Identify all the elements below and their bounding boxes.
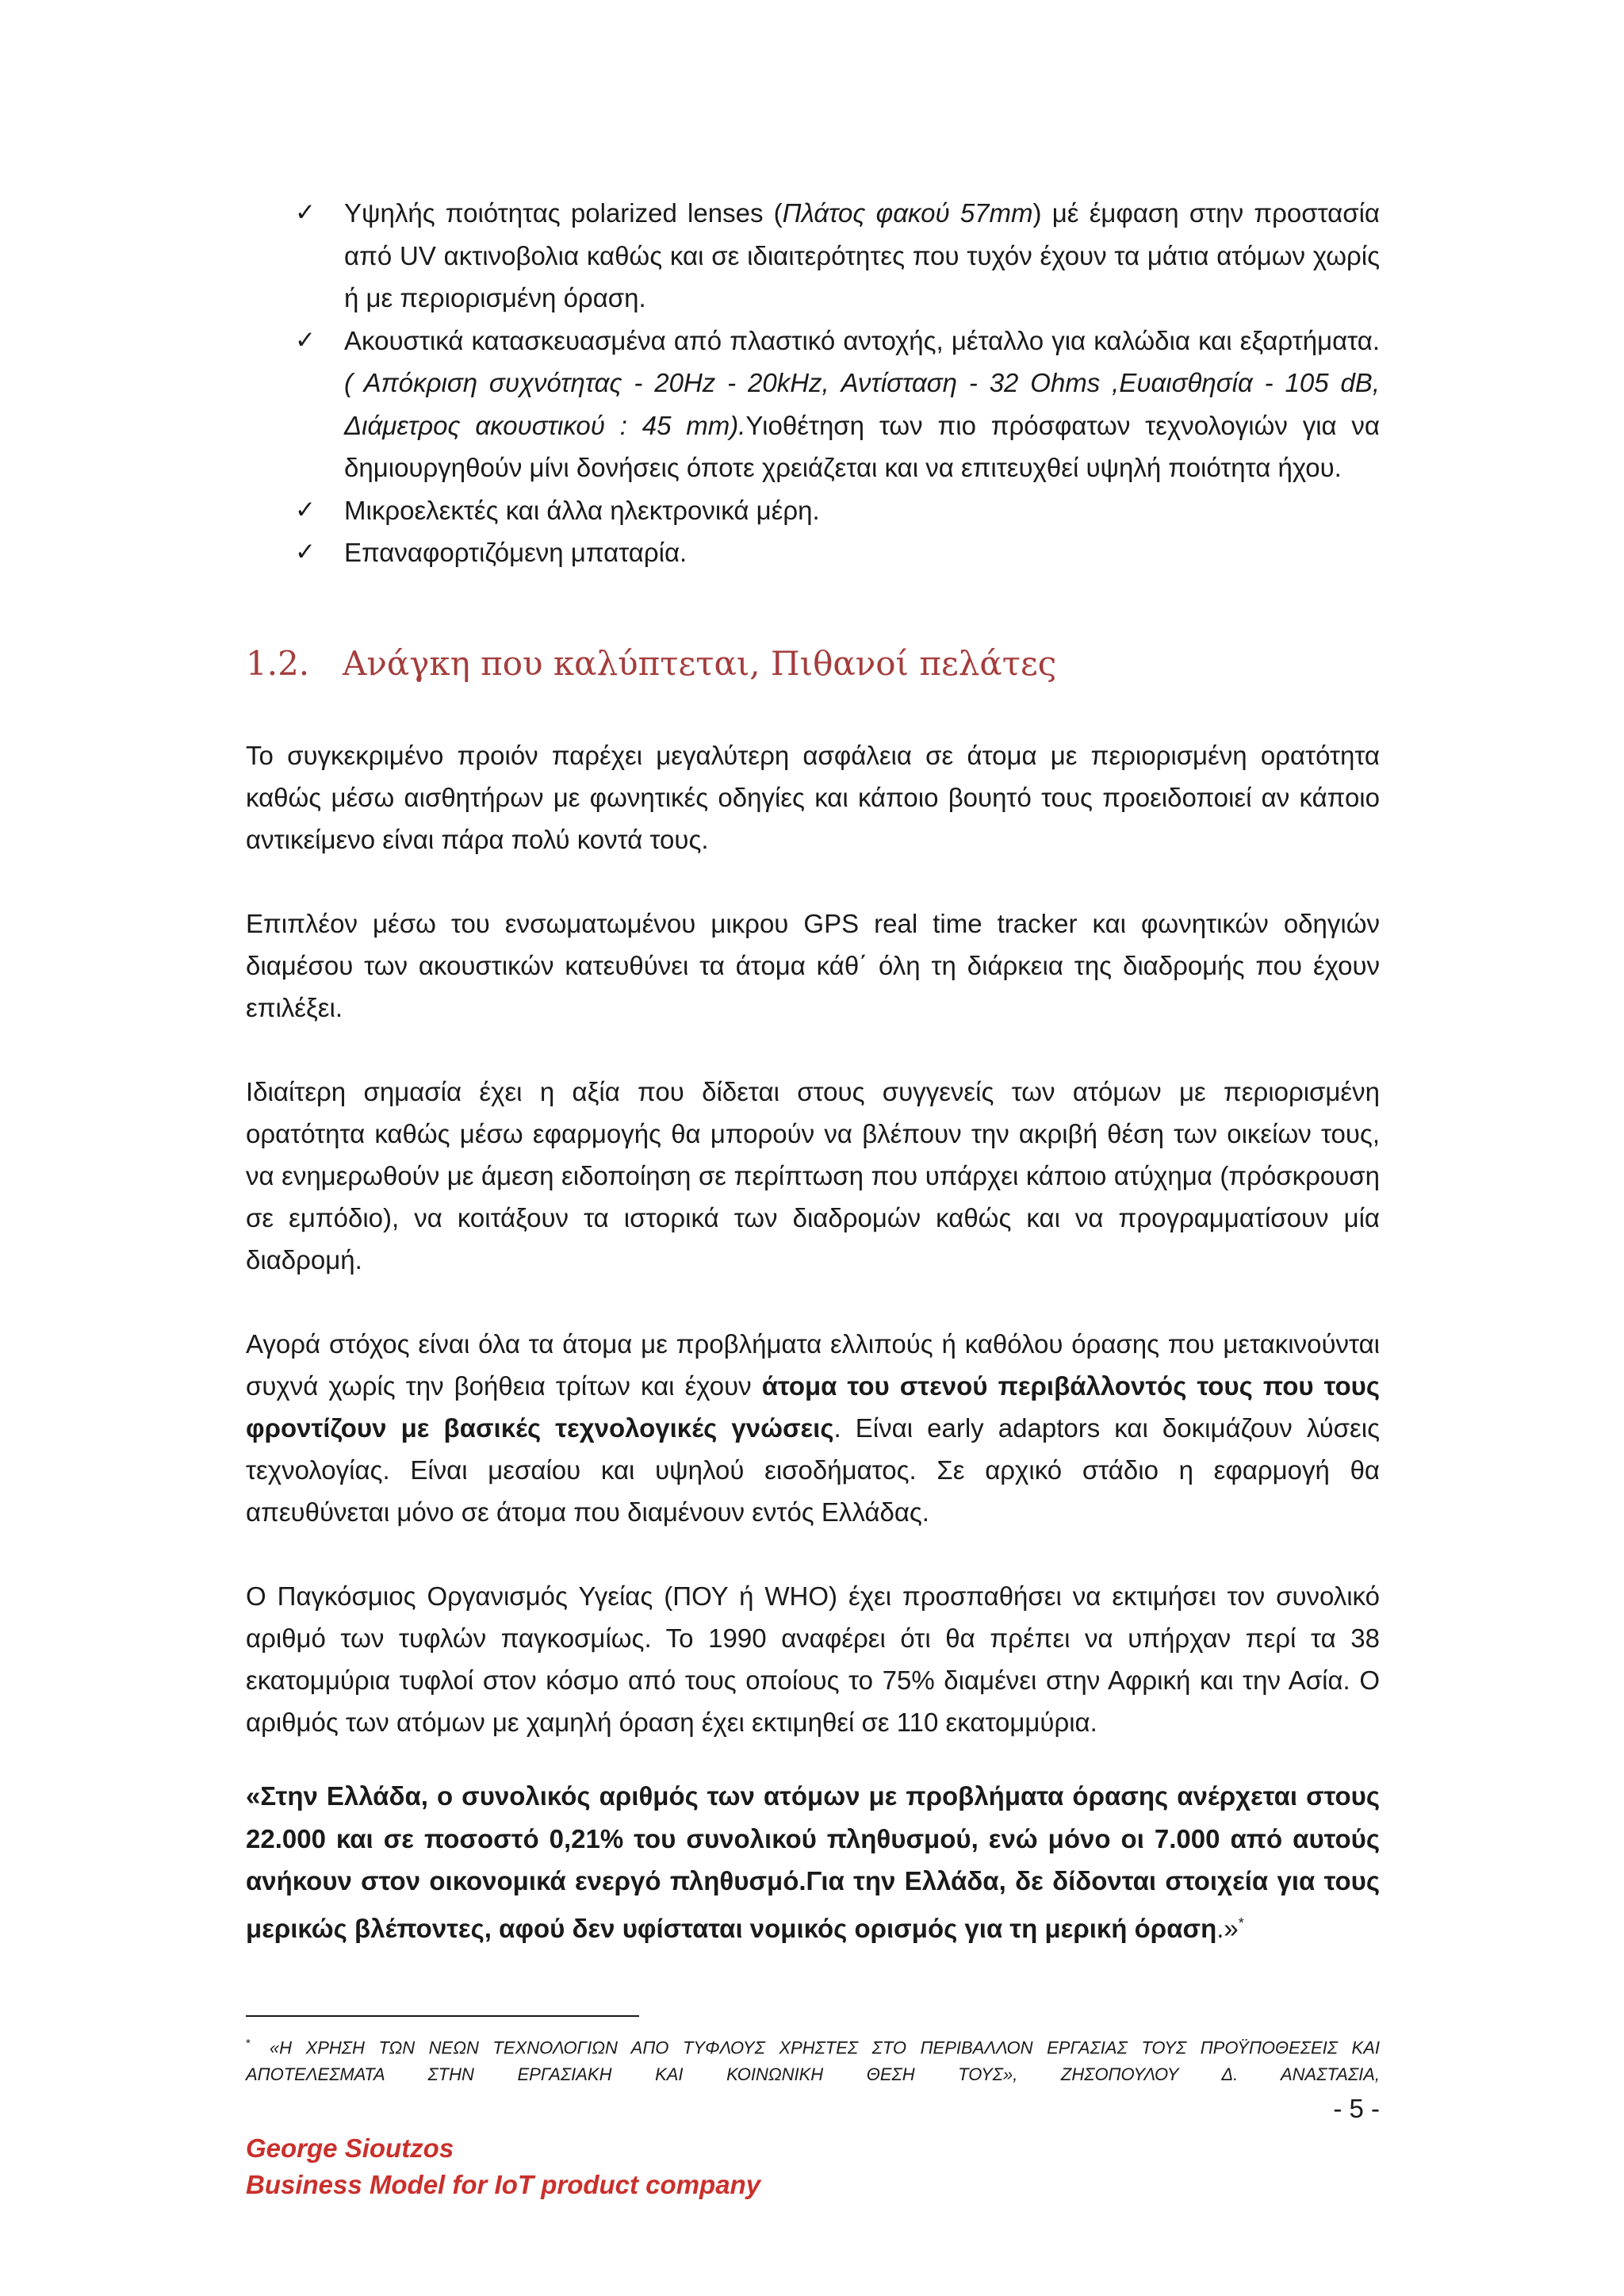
- paragraph: [246, 1323, 1380, 1533]
- item-text-italic: Πλάτος φακού 57mm: [782, 198, 1033, 228]
- section-heading: [246, 644, 1056, 683]
- footnote-text: «Η ΧΡΗΣΗ ΤΩΝ ΝΕΩΝ ΤΕΧΝΟΛΟΓΙΩΝ ΑΠΟ ΤΥΦΛΟΥΣ ΧΡΗΣΤΕΣ ΣΤΟ ΠΕΡΙΒΑΛΛΟΝ ΕΡΓΑΣΙΑΣ ΤΟΥΣ ΠΡΟΫΠΟΘΕΣΕΙΣ ΚΑΙ ΑΠΟΤΕΛΕΣΜΑΤΑ ΣΤΗΝ ΕΡΓΑΣΙΑΚΗ ΚΑΙ ΚΟΙΝΩΝΙΚΗ ΘΕΣΗ ΤΟΥΣ», ΖΗΣΟΠΟΥΛΟΥ Δ. ΑΝΑΣΤΑΣΙΑ,: [246, 2037, 1380, 2085]
- paragraph: Επιπλέον μέσω του ενσωματωμένου μικρου GPS real time tracker και φωνητικών οδηγιών διαμέσου των ακουστικών κατευθύνει τα άτομα κάθ΄ όλη τη διάρκεια της διαδρομής που έχουν επιλέξει.: [246, 909, 1380, 1022]
- list-item: [295, 531, 1380, 574]
- paragraph: Το συγκεκριμένο προιόν παρέχει μεγαλύτερη ασφάλεια σε άτομα με περιορισμένη ορατότητα καθώς μέσω αισθητήρων με φωνητικές οδηγίες και κάποιο βουητό τους προειδοποιεί αν κάποιο αντικείμενο είναι πάρα πολύ κοντά τους.: [246, 741, 1380, 854]
- check-icon: ✓: [295, 198, 316, 227]
- paragraph: Ιδιαίτερη σημασία έχει η αξία που δίδεται στους συγγενείς των ατόμων με περιορισμένη ορατότητα καθώς μέσω εφαρμογής θα μπορούν να βλέπουν την ακριβή θέση των οικείων τους, να ενημερωθούν με άμεση ειδοποίηση σε περίπτωση που υπάρχει κάποιο ατύχημα (πρόσκρουση σε εμπόδιο), να κοιτάξουν τα ιστορικά των διαδρομών καθώς και να προγραμματίσουν μία διαδρομή.: [246, 1077, 1380, 1274]
- item-text-italic: ( Απόκριση συχνότητας - 20Hz - 20kHz, Αντίσταση - 32 Ohms ,Ευαισθησία - 105 dB, Διάμετρος ακουστικού : 45 mm).: [344, 368, 1380, 440]
- footnote-reference: *: [1238, 1915, 1244, 1931]
- quote-close: .»: [1216, 1913, 1239, 1943]
- paragraph-text: . Είναι early adaptors και δοκιμάζουν λύσεις τεχνολογίας. Είναι μεσαίου και υψηλού εισοδήματος. Σε αρχικό στάδιο η εφαρμογή θα απευθύνεται μόνο σε άτομα που διαμένουν εντός Ελλάδας.: [246, 1413, 1380, 1527]
- section-title: Ανάγκη που καλύπτεται, Πιθανοί πελάτες: [343, 644, 1057, 683]
- footnote-divider: [246, 2015, 639, 2017]
- footnote-marker: *: [246, 2037, 251, 2050]
- list-item: [295, 192, 1380, 320]
- section-number: 1.2.: [246, 644, 310, 683]
- item-text: Υιοθέτηση των πιο πρόσφατων τεχνολογιών για να δημιουργηθούν μίνι δονήσεις όποτε χρειάζεται και να επιτευχθεί υψηλή ποιότητα ήχου.: [344, 410, 1380, 482]
- quote-paragraph: [246, 1775, 1380, 1949]
- check-icon: ✓: [295, 495, 316, 524]
- item-text: Μικροελεκτές και άλλα ηλεκτρονικά μέρη.: [344, 495, 820, 525]
- list-item: [295, 320, 1380, 489]
- item-text: Υψηλής ποιότητας polarized lenses (: [344, 198, 783, 228]
- footer-title: Business Model for IoT product company: [246, 2170, 761, 2199]
- paragraph: Ο Παγκόσμιος Οργανισμός Υγείας (ΠΟΥ ή WHO) έχει προσπαθήσει να εκτιμήσει τον συνολικό αριθμό των τυφλών παγκοσμίως. Το 1990 αναφέρει ότι θα πρέπει να υπήρχαν περί τα 38 εκατομμύρια τυφλοί στον κόσμο από τους οποίους το 75% διαμένει στην Αφρική και την Ασία. Ο αριθμός των ατόμων με χαμηλή όραση έχει εκτιμηθεί σε 110 εκατομμύρια.: [246, 1581, 1380, 1737]
- check-icon: ✓: [295, 325, 316, 355]
- paragraph-text: Αγορά στόχος είναι όλα τα άτομα με προβλήματα ελλιπούς ή καθόλου όρασης που μετακινούνται συχνά χωρίς την βοήθεια τρίτων και έχουν: [246, 1329, 1380, 1401]
- footer-author: George Sioutzos: [246, 2133, 454, 2163]
- footnote: [246, 2030, 1380, 2088]
- item-text: ) μέ έμφαση στην προστασία από UV ακτινοβολια καθώς και σε ιδιαιτερότητες που τυχόν έχουν τα μάτια ατόμων χωρίς ή με περιορισμένη όραση.: [344, 198, 1381, 312]
- feature-list: [295, 192, 1380, 574]
- item-text: Ακουστικά κατασκευασμένα από πλαστικό αντοχής, μέταλλο για καλώδια και εξαρτήματα.: [344, 325, 1380, 355]
- page-number: - 5 -: [1333, 2094, 1380, 2123]
- quote-text: «Στην Ελλάδα, ο συνολικός αριθμός των ατόμων με προβλήματα όρασης ανέρχεται στους 22.000 και σε ποσοστό 0,21% του συνολικού πληθυσμού, ενώ μόνο οι 7.000 από αυτούς ανήκουν στον οικονομικά ενεργό πληθυσμό.Για την Ελλάδα, δε δίδονται στοιχεία για τους μερικώς βλέποντες, αφού δεν υφίσταται νομικός ορισμός για τη μερική όραση: [246, 1781, 1380, 1943]
- paragraph-text-bold: άτομα του στενού περιβάλλοντός τους που τους φροντίζουν με βασικές τεχνολογικές γνώσεις: [246, 1371, 1381, 1443]
- check-icon: ✓: [295, 538, 316, 566]
- page-footer: [246, 2130, 760, 2203]
- list-item: [295, 489, 1380, 532]
- item-text: Επαναφορτιζόμενη μπαταρία.: [344, 538, 688, 567]
